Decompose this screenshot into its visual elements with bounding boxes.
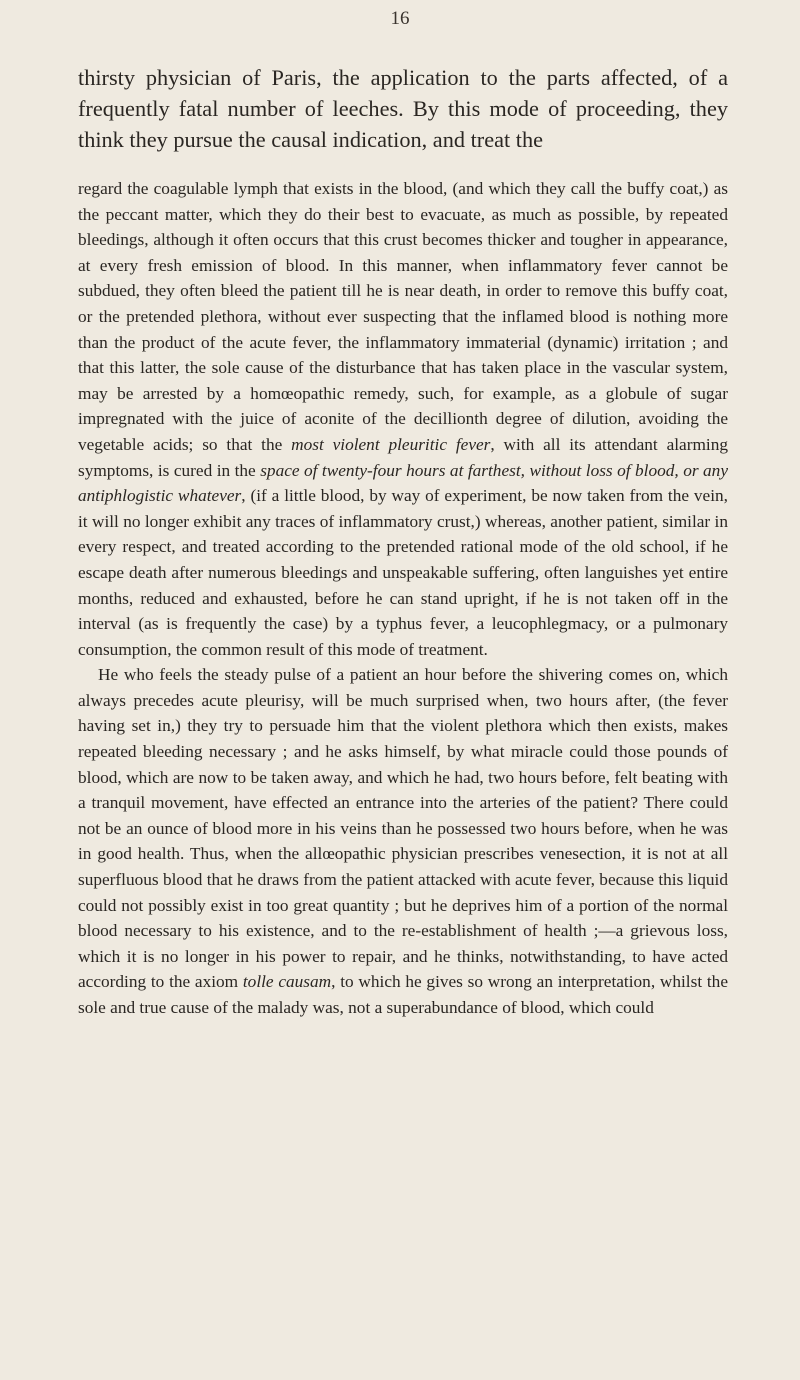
paragraph-2-italic-b: tolle causam <box>242 972 332 992</box>
paragraph-1-text-c: , with all its attendant alarming symptoms, is cured in the <box>78 434 728 480</box>
paragraph-2 <box>78 662 728 1020</box>
paragraph-1-italic-b: most violent pleuritic fever <box>291 434 491 454</box>
page-number: 16 <box>390 8 410 29</box>
paragraph-1-text-a: regard the coagulable lymph that exists in the blood, (and which they call the buffy coat,) as the peccant matter, which they do their best to evacuate, as much as possible, by repeated bleedings, although it often occurs that this crust becomes thicker and tougher in appearance, at every fresh emission of blood. In this manner, when inflammatory fever cannot be subdued, they often bleed the patient till he is near death, in order to remove this buffy coat, or the pretended plethora, without ever suspecting that the inflamed blood is nothing more than the product of the acute fever, the inflammatory immaterial (dynamic) irritation ; and that this latter, the sole cause of the disturbance that has taken place in the vascular system, may be arrested by a homœopathic remedy, such, for example, as a globule of sugar impregnated with the juice of aconite of the decillionth degree of dilution, avoiding the vegetable acids; so that the <box>78 179 728 454</box>
body-text <box>78 176 728 1021</box>
lead-paragraph <box>78 62 728 155</box>
paragraph-1 <box>78 176 728 662</box>
paragraph-1-italic-d: space of twenty-four hours at farthest, without loss of blood, or any antiphlogistic whatever <box>78 460 728 506</box>
lead-text: thirsty physician of Paris, the application to the parts affected, of a frequently fatal number of leeches. By this mode of proceeding, they think they pursue the causal indication, and treat the <box>78 65 728 152</box>
paragraph-1-text-e: , (if a little blood, by way of experiment, be now taken from the vein, it will no longer exhibit any traces of inflammatory crust,) whereas, another patient, similar in every respect, and treated according to the pretended rational mode of the old school, if he escape death after numerous bleedings and unspeakable suffering, often languishes yet entire months, reduced and exhausted, before he can stand upright, if he is not taken off in the interval (as is frequently the case) by a typhus fever, a leucophlegmacy, or a pulmonary consumption, the common result of this mode of treatment. <box>78 486 728 659</box>
paragraph-2-text-c: , to which he gives so wrong an interpretation, whilst the sole and true cause of the malady was, not a superabundance of blood, which could <box>78 972 728 1017</box>
paragraph-2-text-a: He who feels the steady pulse of a patient an hour before the shivering comes on, which always precedes acute pleurisy, will be much surprised when, two hours after, (the fever having set in,) they try to persuade him that the violent plethora which then exists, makes repeated bleeding necessary ; and he asks himself, by what miracle could those pounds of blood, which are now to be taken away, and which he had, two hours before, felt beating with a tranquil movement, have effected an entrance into the arteries of the patient? There could not be an ounce of blood more in his veins than he possessed two hours before, when he was in good health. Thus, when the allœopathic physician prescribes venesection, it is not at all superfluous blood that he draws from the patient attacked with acute fever, because this liquid could not possibly exist in too great quantity ; but he deprives him of a portion of the normal blood necessary to his existence, and to the re-establishment of health ;—a grievous loss, which it is no longer in his power to repair, and he thinks, notwithstanding, to have acted according to the axiom <box>78 665 728 992</box>
